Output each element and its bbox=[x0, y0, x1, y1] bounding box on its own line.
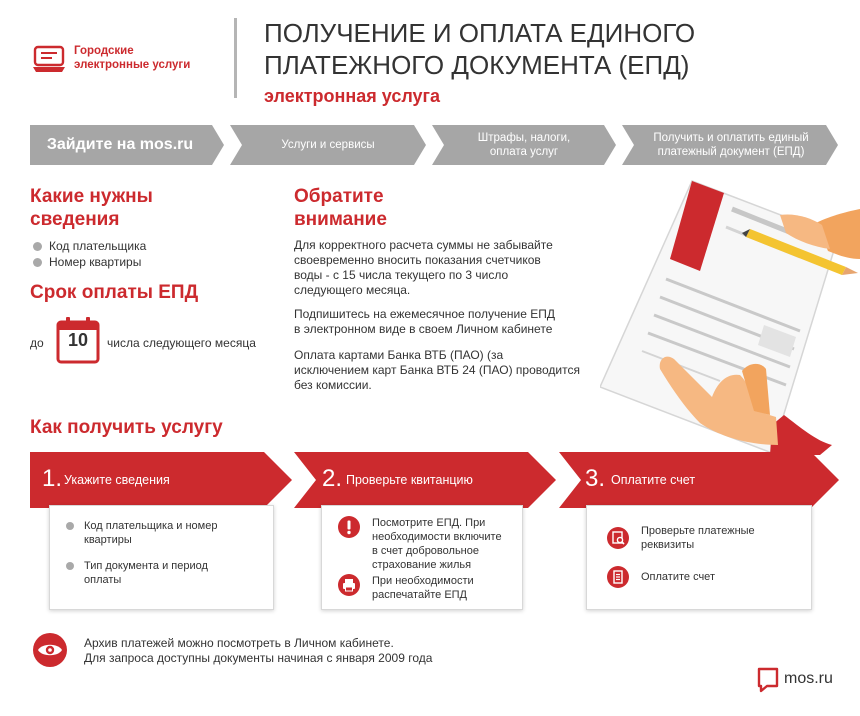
list-item bbox=[607, 566, 715, 588]
list-item-line: При необходимости bbox=[372, 575, 474, 587]
notice-vtb-text bbox=[294, 348, 604, 393]
notice-line: воды - с 15 числа текущего по 3 число bbox=[294, 268, 509, 282]
notice-line: без комиссии. bbox=[294, 378, 372, 392]
step-3-number: 3. bbox=[585, 465, 606, 492]
bullet-icon bbox=[33, 258, 42, 267]
list-item-label: Номер квартиры bbox=[49, 255, 142, 269]
archive-note bbox=[84, 636, 504, 666]
notice-meters-text bbox=[294, 238, 604, 298]
notice-heading-line-1: Обратите bbox=[294, 186, 384, 207]
list-item bbox=[338, 574, 474, 602]
list-item-line: распечатайте ЕПД bbox=[372, 589, 468, 601]
breadcrumb-step-fines-line-2: оплата услуг bbox=[489, 146, 559, 158]
step-1-number: 1. bbox=[42, 465, 63, 492]
notice-line: в электронном виде в своем Личном кабинете bbox=[294, 322, 553, 336]
notice-line: исключением карт Банка ВТБ 24 (ПАО) проводится bbox=[294, 363, 580, 377]
breadcrumb-step-epd-line-1: Получить и оплатить единый bbox=[653, 132, 809, 144]
page-title bbox=[264, 17, 734, 81]
list-item-line: Тип документа и период bbox=[84, 560, 208, 572]
step-1-card bbox=[49, 505, 274, 610]
list-item-line: Код плательщика и номер bbox=[84, 520, 218, 532]
logo-line-1: Городские bbox=[74, 45, 134, 57]
page-subtitle: электронная услуга bbox=[264, 86, 441, 106]
step-3-banner bbox=[559, 452, 839, 508]
breadcrumb bbox=[30, 125, 838, 165]
due-prefix: до bbox=[30, 336, 44, 350]
requirements-heading-line-1: Какие нужны bbox=[30, 186, 153, 207]
requirements-heading bbox=[30, 185, 250, 231]
list-item-label bbox=[641, 570, 715, 584]
due-heading: Срок оплаты ЕПД bbox=[30, 282, 199, 303]
list-item-label bbox=[641, 524, 755, 552]
printer-icon bbox=[338, 574, 360, 596]
list-item-line: страхование жилья bbox=[372, 559, 472, 571]
list-item bbox=[33, 254, 146, 270]
logo-laptop-icon bbox=[33, 45, 65, 73]
breadcrumb-step-fines-line-1: Штрафы, налоги, bbox=[477, 132, 571, 144]
warning-icon bbox=[338, 516, 360, 538]
bullet-icon bbox=[66, 522, 74, 530]
logo-text[interactable] bbox=[74, 44, 214, 72]
due-day: 10 bbox=[67, 330, 89, 350]
list-item bbox=[338, 516, 502, 572]
notice-line: своевременно вносить показания счетчиков bbox=[294, 253, 541, 267]
list-item-line: в счет добровольное bbox=[372, 545, 479, 557]
notice-line: следующего месяца. bbox=[294, 283, 411, 297]
notice-line: Подпишитесь на ежемесячное получение ЕПД bbox=[294, 307, 555, 321]
notice-line: Оплата картами Банка ВТБ (ПАО) (за bbox=[294, 348, 504, 362]
notice-subscribe-text bbox=[294, 307, 604, 337]
logo-line-2: электронные услуги bbox=[74, 59, 191, 71]
list-item-line: необходимости включите bbox=[372, 531, 502, 543]
step-2-title: Проверьте квитанцию bbox=[346, 473, 473, 487]
list-item bbox=[33, 238, 146, 254]
page-title-line-1: ПОЛУЧЕНИЕ И ОПЛАТА ЕДИНОГО bbox=[264, 18, 696, 48]
step-2-number: 2. bbox=[322, 465, 343, 492]
requirements-list bbox=[33, 238, 146, 270]
due-suffix: числа следующего месяца bbox=[107, 336, 256, 350]
mos-ru-brand[interactable]: mos.ru bbox=[784, 670, 833, 687]
notice-heading bbox=[294, 185, 494, 231]
list-item-line: реквизиты bbox=[641, 539, 695, 551]
list-item-line: квартиры bbox=[84, 534, 132, 546]
archive-note-line-2: Для запроса доступны документы начиная с января 2009 года bbox=[84, 651, 433, 665]
breadcrumb-step-mos-ru[interactable]: Зайдите на mos.ru bbox=[46, 136, 194, 153]
receipt-icon bbox=[607, 566, 629, 588]
list-item bbox=[607, 524, 755, 552]
list-item-label bbox=[372, 574, 474, 602]
list-item-line: Проверьте платежные bbox=[641, 525, 755, 537]
list-item-line: оплаты bbox=[84, 574, 122, 586]
breadcrumb-step-epd[interactable] bbox=[634, 125, 828, 165]
list-item-label: Код плательщика bbox=[49, 239, 147, 253]
list-item bbox=[66, 519, 217, 547]
document-search-icon bbox=[607, 527, 629, 549]
step-2-card bbox=[321, 505, 523, 610]
list-item-label bbox=[372, 516, 502, 572]
mos-ru-logo-icon bbox=[757, 667, 779, 693]
how-heading: Как получить услугу bbox=[30, 417, 223, 438]
requirements-heading-line-2: сведения bbox=[30, 209, 120, 230]
header-divider bbox=[234, 18, 237, 98]
bullet-icon bbox=[33, 242, 42, 251]
notice-line: Для корректного расчета суммы не забывайте bbox=[294, 238, 553, 252]
list-item-label bbox=[84, 559, 208, 587]
step-1-title: Укажите сведения bbox=[64, 473, 170, 487]
bullet-icon bbox=[66, 562, 74, 570]
list-item-line: Оплатите счет bbox=[641, 571, 715, 583]
list-item-label bbox=[84, 519, 217, 547]
notice-heading-line-2: внимание bbox=[294, 209, 387, 230]
list-item bbox=[66, 559, 208, 587]
hand-holding-bill-illustration bbox=[600, 175, 860, 455]
breadcrumb-step-epd-line-2: платежный документ (ЕПД) bbox=[657, 146, 805, 158]
step-3-card bbox=[586, 505, 812, 610]
archive-note-line-1: Архив платежей можно посмотреть в Личном кабинете. bbox=[84, 636, 394, 650]
list-item-line: Посмотрите ЕПД. При bbox=[372, 517, 486, 529]
breadcrumb-step-services[interactable]: Услуги и сервисы bbox=[281, 139, 375, 151]
page-title-line-2: ПЛАТЕЖНОГО ДОКУМЕНТА (ЕПД) bbox=[264, 50, 690, 80]
eye-icon bbox=[33, 633, 67, 667]
breadcrumb-step-fines[interactable] bbox=[444, 125, 604, 165]
step-2-banner bbox=[294, 452, 556, 508]
step-1-banner bbox=[30, 452, 292, 508]
step-3-title: Оплатите счет bbox=[611, 473, 696, 487]
